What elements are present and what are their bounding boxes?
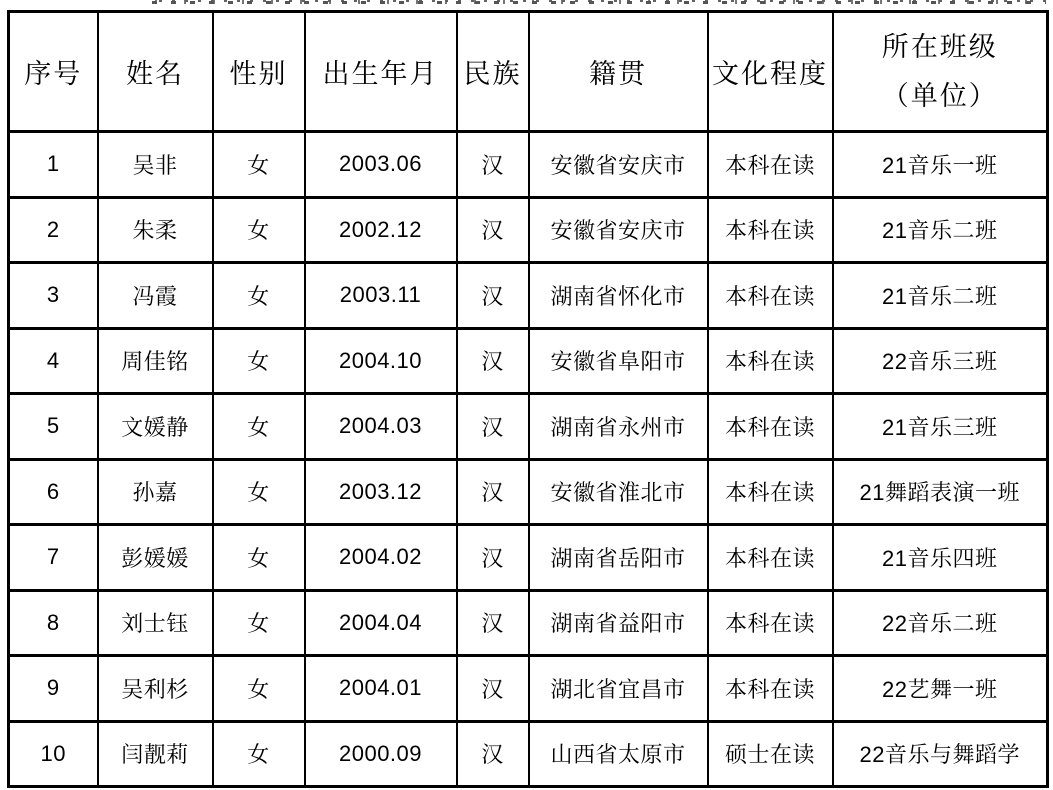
table-cell: 本科在读 xyxy=(708,459,833,525)
table-cell: 6 xyxy=(9,459,98,525)
table-cell: 汉 xyxy=(457,459,529,525)
table-cell: 21音乐二班 xyxy=(833,263,1048,329)
table-cell: 21音乐一班 xyxy=(833,132,1048,198)
table-cell: 汉 xyxy=(457,656,529,722)
table-cell: 7 xyxy=(9,525,98,591)
table-cell: 安徽省安庆市 xyxy=(529,132,708,198)
table-cell: 2004.02 xyxy=(305,525,457,591)
table-cell: 女 xyxy=(213,525,305,591)
table-cell: 汉 xyxy=(457,132,529,198)
header-cell-ethnicity: 民族 xyxy=(457,12,529,132)
table-cell: 女 xyxy=(213,459,305,525)
table-row xyxy=(9,590,1048,656)
table-cell: 21音乐三班 xyxy=(833,394,1048,460)
table-cell: 山西省太原市 xyxy=(529,721,708,787)
table-cell: 本科在读 xyxy=(708,590,833,656)
table-body xyxy=(9,132,1048,787)
table-cell: 安徽省安庆市 xyxy=(529,197,708,263)
table-cell: 湖南省怀化市 xyxy=(529,263,708,329)
table-cell: 10 xyxy=(9,721,98,787)
table-cell: 湖南省岳阳市 xyxy=(529,525,708,591)
table-cell: 汉 xyxy=(457,263,529,329)
table-cell: 2004.03 xyxy=(305,394,457,460)
table-row xyxy=(9,263,1048,329)
table-cell: 本科在读 xyxy=(708,656,833,722)
table-cell: 安徽省淮北市 xyxy=(529,459,708,525)
header-cell-class-unit xyxy=(833,12,1048,132)
table-cell: 2000.09 xyxy=(305,721,457,787)
table-cell: 汉 xyxy=(457,525,529,591)
table-header-row xyxy=(9,12,1048,132)
table-cell: 女 xyxy=(213,263,305,329)
table-cell: 文媛静 xyxy=(98,394,213,460)
table-cell: 8 xyxy=(9,590,98,656)
table-cell: 2004.01 xyxy=(305,656,457,722)
table-cell: 硕士在读 xyxy=(708,721,833,787)
table-cell: 女 xyxy=(213,394,305,460)
table-cell: 女 xyxy=(213,132,305,198)
table-cell: 闫靓莉 xyxy=(98,721,213,787)
table-cell: 安徽省阜阳市 xyxy=(529,328,708,394)
header-class-line1: 所在班级 xyxy=(881,31,998,62)
table-cell: 22音乐三班 xyxy=(833,328,1048,394)
table-cell: 2003.06 xyxy=(305,132,457,198)
table-cell: 本科在读 xyxy=(708,263,833,329)
table-cell: 女 xyxy=(213,721,305,787)
table-cell: 21舞蹈表演一班 xyxy=(833,459,1048,525)
table-cell: 本科在读 xyxy=(708,525,833,591)
table-cell: 女 xyxy=(213,328,305,394)
header-class-line2: （单位） xyxy=(881,80,998,111)
table-cell: 彭媛媛 xyxy=(98,525,213,591)
table-cell: 22音乐与舞蹈学 xyxy=(833,721,1048,787)
table-row xyxy=(9,132,1048,198)
table-cell: 9 xyxy=(9,656,98,722)
table-cell: 本科在读 xyxy=(708,197,833,263)
table-cell: 吴利杉 xyxy=(98,656,213,722)
table-row xyxy=(9,394,1048,460)
table-cell: 湖南省益阳市 xyxy=(529,590,708,656)
table-row xyxy=(9,721,1048,787)
table-cell: 4 xyxy=(9,328,98,394)
table-cell: 汉 xyxy=(457,590,529,656)
table-cell: 女 xyxy=(213,590,305,656)
table-cell: 女 xyxy=(213,656,305,722)
table-cell: 22音乐二班 xyxy=(833,590,1048,656)
header-cell-education: 文化程度 xyxy=(708,12,833,132)
table-cell: 孙嘉 xyxy=(98,459,213,525)
table-cell: 湖北省宜昌市 xyxy=(529,656,708,722)
table-cell: 本科在读 xyxy=(708,394,833,460)
table-cell: 吴非 xyxy=(98,132,213,198)
table-cell: 湖南省永州市 xyxy=(529,394,708,460)
table-cell: 冯霞 xyxy=(98,263,213,329)
table-cell: 2003.11 xyxy=(305,263,457,329)
table-row xyxy=(9,197,1048,263)
table-cell: 5 xyxy=(9,394,98,460)
table-cell: 女 xyxy=(213,197,305,263)
table-row xyxy=(9,656,1048,722)
table-cell: 2004.10 xyxy=(305,328,457,394)
table-cell: 本科在读 xyxy=(708,132,833,198)
table-row xyxy=(9,525,1048,591)
student-roster-table xyxy=(7,10,1049,788)
table-cell: 21音乐二班 xyxy=(833,197,1048,263)
table-row xyxy=(9,328,1048,394)
table-cell: 2004.04 xyxy=(305,590,457,656)
clipped-text-fragments xyxy=(152,0,1046,4)
table-cell: 汉 xyxy=(457,394,529,460)
table-cell: 周佳铭 xyxy=(98,328,213,394)
table-row xyxy=(9,459,1048,525)
header-cell-gender: 性别 xyxy=(213,12,305,132)
table-cell: 2003.12 xyxy=(305,459,457,525)
table-cell: 朱柔 xyxy=(98,197,213,263)
table-cell: 1 xyxy=(9,132,98,198)
table-cell: 刘士钰 xyxy=(98,590,213,656)
table-header xyxy=(9,12,1048,132)
header-cell-index: 序号 xyxy=(9,12,98,132)
table-cell: 3 xyxy=(9,263,98,329)
table-cell: 汉 xyxy=(457,328,529,394)
table-cell: 22艺舞一班 xyxy=(833,656,1048,722)
table-cell: 2002.12 xyxy=(305,197,457,263)
header-cell-hometown: 籍贯 xyxy=(529,12,708,132)
table-cell: 本科在读 xyxy=(708,328,833,394)
header-cell-name: 姓名 xyxy=(98,12,213,132)
table-cell: 汉 xyxy=(457,197,529,263)
table-cell: 汉 xyxy=(457,721,529,787)
header-cell-birthdate: 出生年月 xyxy=(305,12,457,132)
table-cell: 2 xyxy=(9,197,98,263)
table-cell: 21音乐四班 xyxy=(833,525,1048,591)
student-roster-table-wrap xyxy=(7,10,1046,788)
